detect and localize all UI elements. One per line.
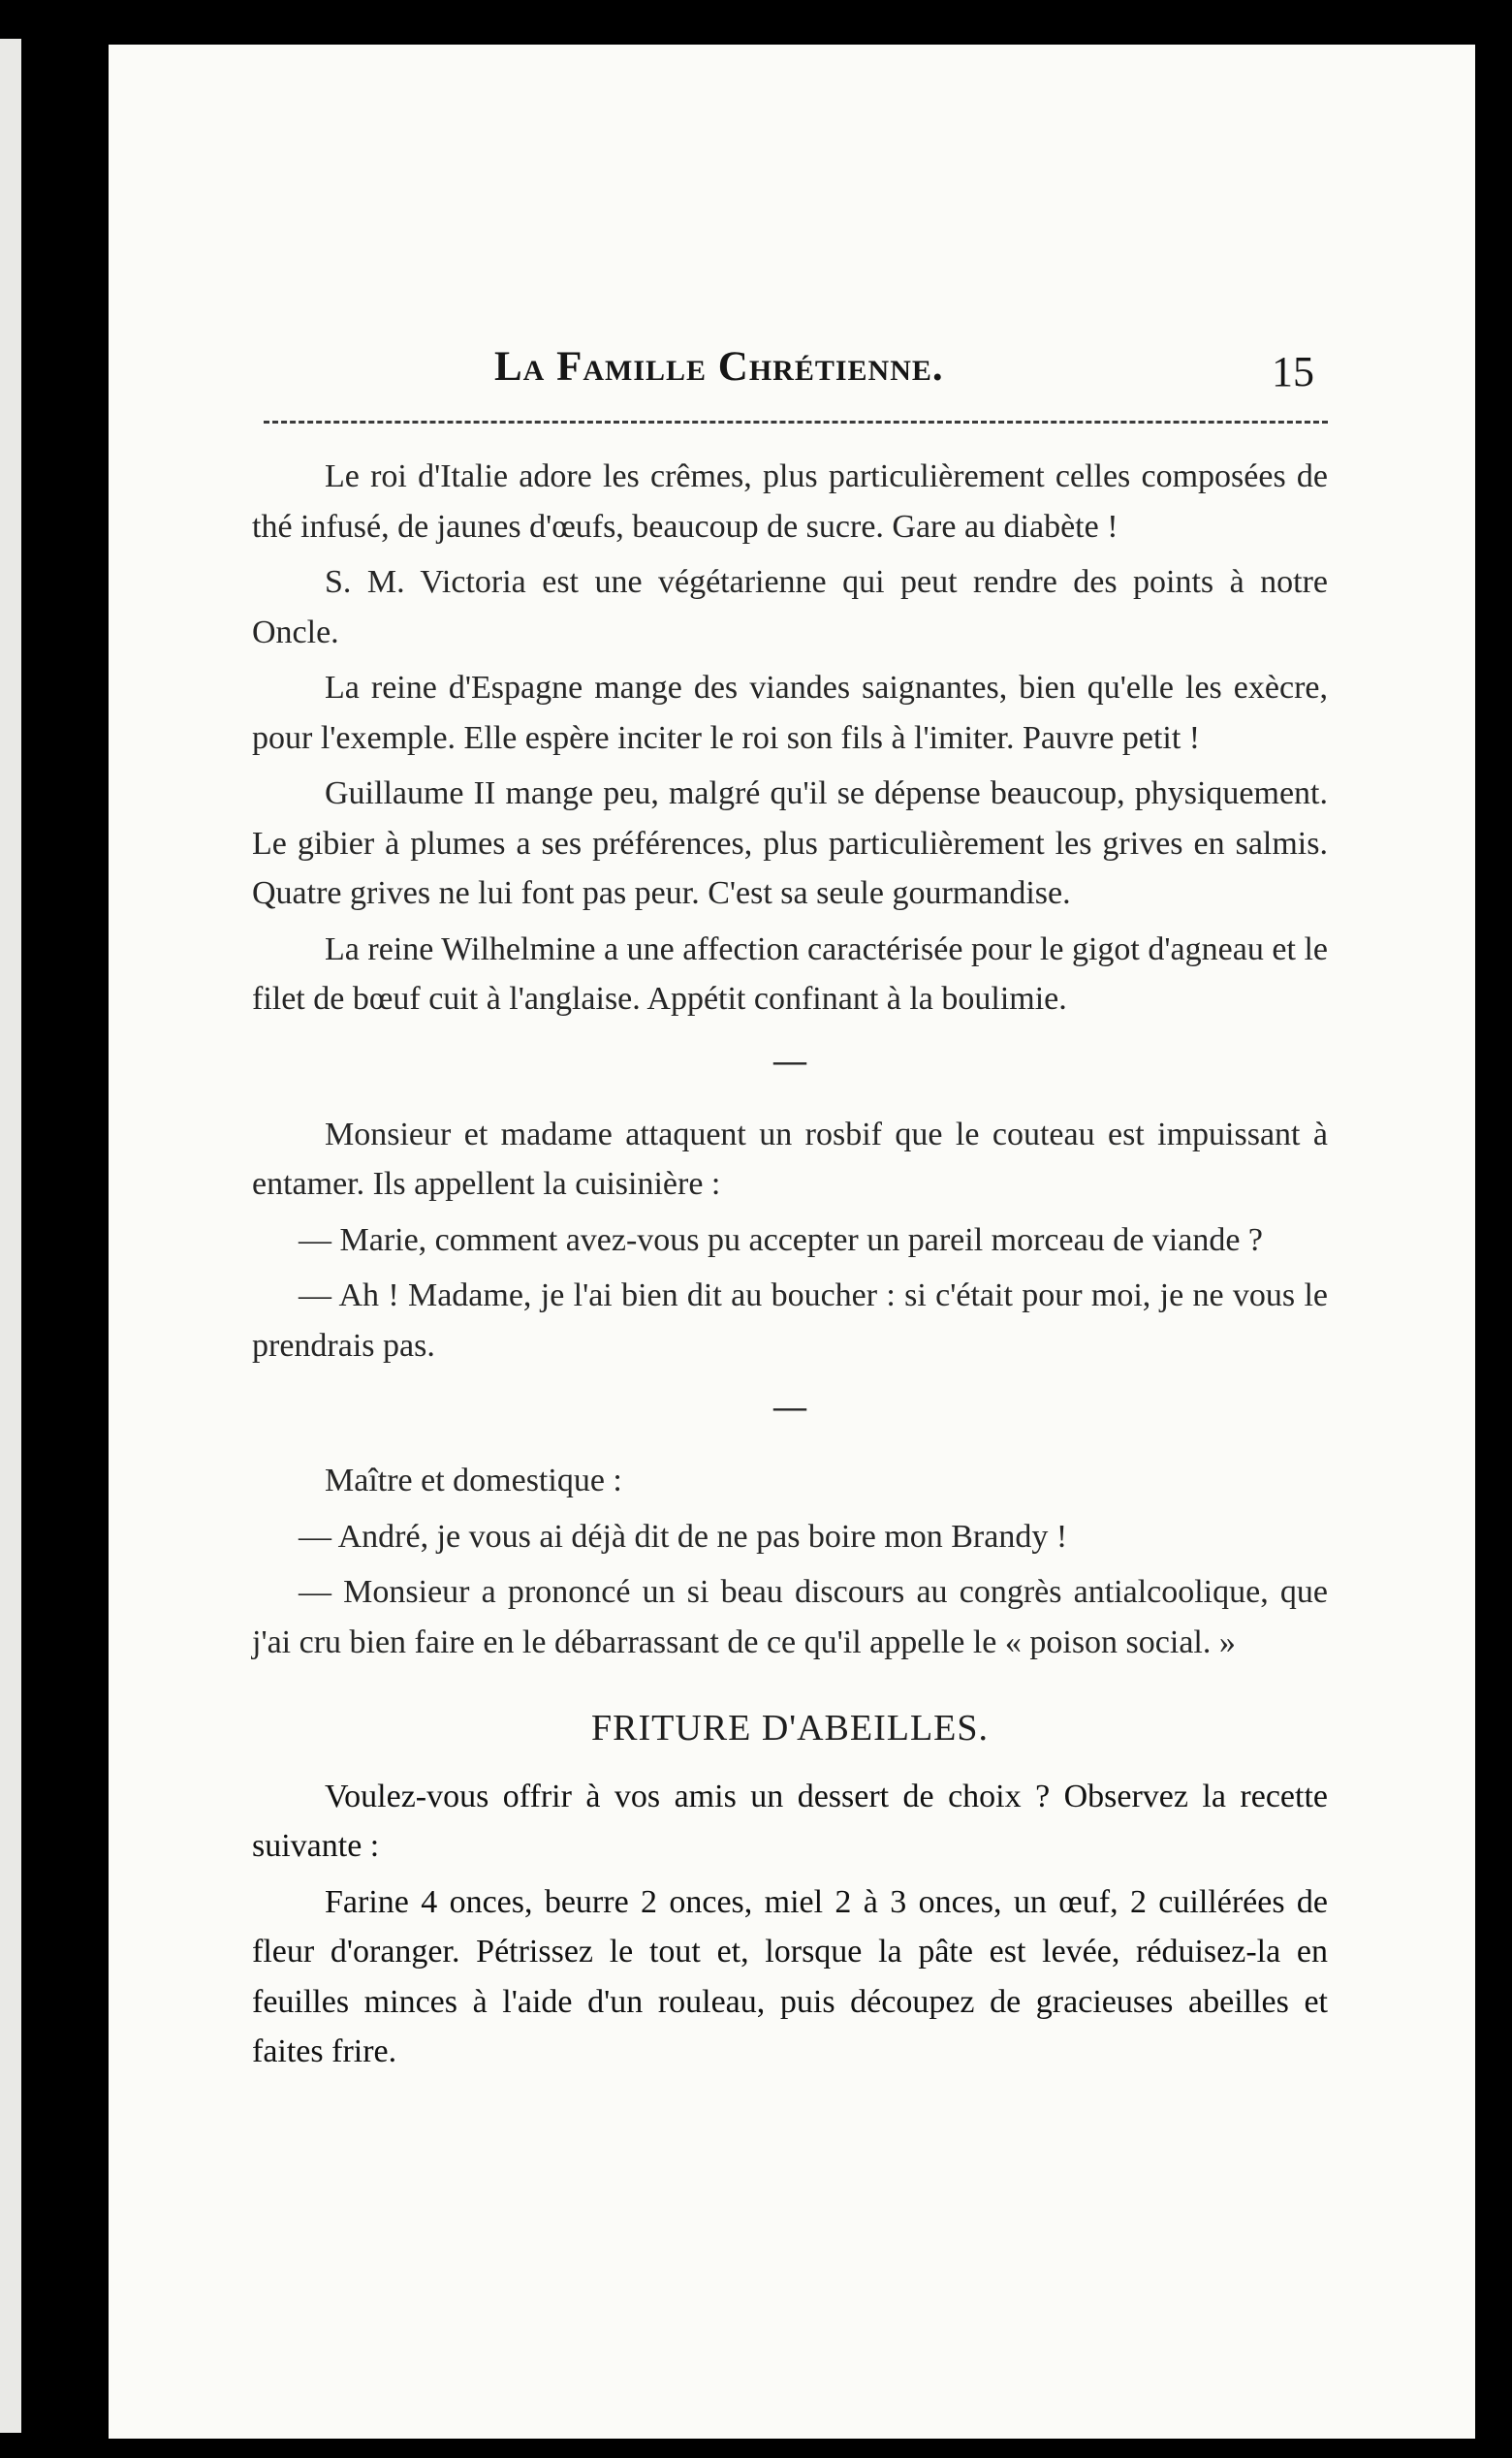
paragraph-italie: Le roi d'Italie adore les crêmes, plus particulièrement celles composées de thé infusé, de jaunes d'œufs, beaucoup de sucre. Gare au diabète ! [252, 458, 1328, 545]
header-rule [264, 421, 1328, 424]
anecdote-rosbif-line: — Marie, comment avez-vous pu accepter un pareil morceau de viande ? [299, 1221, 1263, 1258]
recipe-intro: Voulez-vous offrir à vos amis un dessert de choix ? Observez la recette suivante : [252, 1778, 1328, 1864]
section-separator: — [773, 1389, 806, 1425]
recipe-title: FRITURE D'ABEILLES. [590, 1708, 990, 1749]
book-page [109, 45, 1475, 2439]
paragraph-espagne: La reine d'Espagne mange des viandes saignantes, bien qu'elle les exècre, pour l'exemple. Elle espère inciter le roi son fils à l'imiter. Pauvre petit ! [252, 670, 1328, 756]
anecdote-brandy-line: — Monsieur a prononcé un si beau discours au congrès antialcoolique, que j'ai cru bien faire en le débarrassant de ce qu'il appelle le « poison social. » [252, 1574, 1328, 1660]
anecdote-brandy-line: — André, je vous ai déjà dit de ne pas boire mon Brandy ! [299, 1518, 1068, 1555]
page-edge [0, 39, 21, 2433]
page-header [109, 335, 1475, 403]
paragraph-wilhelmine: La reine Wilhelmine a une affection caractérisée pour le gigot d'agneau et le filet de bœuf cuit à l'anglaise. Appétit confinant à la boulimie. [252, 930, 1328, 1017]
anecdote-brandy-intro: Maître et domestique : [325, 1463, 622, 1498]
anecdote-rosbif-intro: Monsieur et madame attaquent un rosbif que le couteau est impuissant à entamer. Ils appellent la cuisinière : [252, 1116, 1328, 1202]
running-title: La Famille Chrétienne. [494, 344, 944, 390]
body-text [252, 452, 1328, 2083]
paragraph-guillaume: Guillaume II mange peu, malgré qu'il se dépense beaucoup, physiquement. Le gibier à plumes a ses préférences, plus particulièrement les grives en salmis. Quatre grives ne lui font pas peur. C'est sa seule gourmandise. [252, 775, 1328, 911]
anecdote-rosbif-line: — Ah ! Madame, je l'ai bien dit au boucher : si c'était pour moi, je ne vous le prendrais pas. [252, 1277, 1328, 1364]
recipe-body: Farine 4 onces, beurre 2 onces, miel 2 à 3 onces, un œuf, 2 cuillérées de fleur d'oranger. Pétrissez le tout et, lorsque la pâte est levée, réduisez-la en feuilles minces à l'aide d'un rouleau, puis découpez de gracieuses abeilles et faites frire. [252, 1883, 1328, 2069]
section-separator: — [773, 1042, 806, 1079]
page-number: 15 [1272, 348, 1314, 395]
paragraph-victoria: S. M. Victoria est une végétarienne qui peut rendre des points à notre Oncle. [252, 564, 1328, 650]
